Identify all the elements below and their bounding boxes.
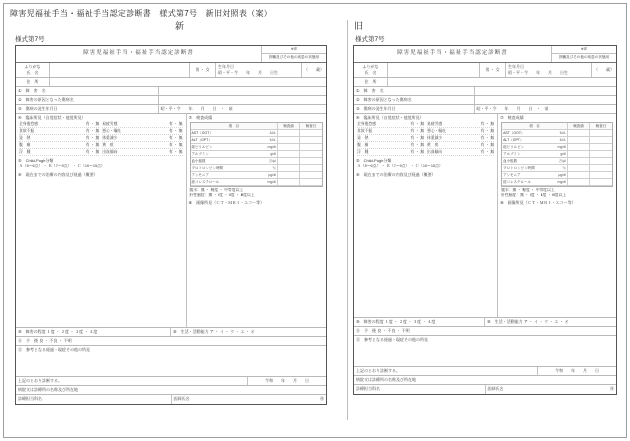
doctor-name-label: 医師氏名 [487,386,504,391]
treatment-heading: ⑥ 現在までの治療の内容及び経過（概要） [356,171,436,177]
symptom-list [16,121,186,157]
encephalopathy-line: 肝性脳症：無 ・ Ⅰ度 ・ Ⅱ度 ・ Ⅲ度以上 [189,193,255,198]
lab-unit: IU/L [559,137,566,142]
lab-unit: IU/L [269,137,276,142]
prognosis-cell [354,327,616,335]
activity-cell [485,318,616,326]
form-title-note-mark: ※印 [580,47,588,51]
treatment-blank-area [354,178,497,317]
diagnosis-date: 令和 年 月 日 [555,368,599,373]
address-row [354,78,616,87]
lab-unit: IU/L [559,130,566,135]
symptom-item [427,121,494,128]
section-2-value [475,96,616,104]
identity-row [354,63,616,78]
symptom-item [102,121,182,128]
comparison-sheet [3,3,627,438]
diagnosis-form [353,45,617,395]
old-page [352,45,620,395]
lab-name-cell [502,144,568,151]
lab-date-cell [300,158,322,165]
child-pugh-value: Ａ（5～6点） ・ Ｂ（7～9点） ・ Ｃ（10～15点） [357,164,443,169]
symptom-name: 体重減少 [427,135,443,140]
symptom-options: 有 ・ 無 [168,128,183,133]
lab-name-cell [502,151,568,158]
section-1-value [159,87,326,95]
section-1-row [354,87,616,96]
activity-heading: ⑩ 生活・活動能力 [487,319,523,324]
lab-unit: mg/dl [267,144,276,149]
section-2-value [159,96,326,104]
symptom-name: 易疲労感 [427,121,443,126]
severity-activity-row [354,318,616,327]
severity-activity-row [16,328,326,337]
remarks-blank-area [356,343,614,365]
symptom-name: 出血傾向 [102,150,118,155]
doctor-name-label: 医師氏名 [173,396,190,401]
lab-date-cell [590,158,612,165]
prognosis-options: 良 ・ 不良 ・ 不明 [377,328,410,333]
symptom-name: 食欲不振 [19,128,35,133]
symptom-name: 腹 痛 [357,142,369,147]
section-3-value: 昭・平・令 年 月 日 ・ 頃 [476,105,549,111]
lab-unit: ％ [272,165,276,170]
symptom-options: 有 ・ 無 [410,121,425,126]
lab-unit: mg/dl [267,179,276,184]
form-body [354,114,616,318]
prognosis-heading: ⑪ 予 後 [18,338,38,343]
hospital-row [354,376,616,385]
severity-options: １度 ・ ２度 ・ ３度 ・ ４度 [384,319,436,324]
statement-row [354,367,616,376]
lab-value-cell [568,179,590,186]
symptom-name: 全身倦怠感 [19,121,38,126]
lab-date-cell [590,179,612,186]
seal-mark: ㊞ [320,396,324,401]
clinical-heading: ④ 臨床所見（自覚症状・他覚所見） [18,114,86,120]
lab-unit: mg/dl [557,144,566,149]
lab-value-cell [278,172,300,179]
symptom-item [357,142,424,149]
form-title: 障害児福祉手当・福祉手当認定診断書 [354,46,552,62]
form-title: 障害児福祉手当・福祉手当認定診断書 [16,46,262,62]
lab-name: アルブミン [503,151,521,156]
symptom-name: 発 熱 [19,135,31,140]
severity-heading: ⑨ 障害の程度 [18,329,46,334]
birth-cell [506,63,592,77]
child-pugh-value: Ａ（5～6点） ・ Ｂ（7～9点） ・ Ｃ（10～15点） [19,164,105,169]
symptom-options: 有 ・ 無 [410,142,425,147]
lab-date-cell [590,165,612,172]
remarks-blank-area [18,353,324,375]
encephalopathy-line: 肝性脳症：無 ・ Ⅰ度 ・ Ⅱ度 ・ Ⅲ度以上 [501,193,567,198]
lab-unit: g/dl [270,151,276,156]
hospital-row [16,386,326,395]
section-3-label: ③ 傷病の発生年月日 [354,105,475,113]
form-title-note-cell [552,46,616,62]
lab-value-cell [278,137,300,144]
remarks-cell [16,346,326,376]
symptom-list [354,121,497,157]
symptom-item [19,135,99,142]
lab-date-cell [590,172,612,179]
symptom-name: 黄 疸 [102,142,114,147]
child-pugh-heading: ⑤ Child-Pugh分類 [356,158,392,164]
symptom-options: 有 ・ 無 [410,128,425,133]
lab-value-cell [278,179,300,186]
symptom-item [19,121,99,128]
symptom-item [102,135,182,142]
imaging-heading: ⑧ 画像所見（ＣＴ・ＭＲＩ・エコー等） [500,200,576,206]
symptom-options: 有 ・ 無 [480,135,495,140]
lab-date-cell [590,151,612,158]
lab-name-cell [191,151,279,158]
form-title-row [354,46,616,63]
lab-name-cell [502,158,568,165]
lab-name-cell [502,165,568,172]
labs-col-item: 項 目 [191,123,279,130]
sex-cell: 男 ・ 女 [480,63,506,77]
address-row [16,78,326,87]
address-value-cell [388,78,616,86]
lab-unit: ％ [562,165,566,170]
symptom-item [427,149,494,156]
doctor-row [16,395,326,404]
lab-name-cell [502,130,568,137]
lab-value-cell [568,151,590,158]
section-2-row [354,96,616,105]
imaging-blank-area [498,206,616,317]
activity-cell [171,328,326,336]
symptom-options: 有 ・ 無 [410,135,425,140]
age-cell: （ 歳） [304,66,324,72]
lab-value-cell [278,151,300,158]
identity-row [16,63,326,78]
diagnosis-date: 令和 年 月 日 [265,378,309,383]
birth-label: 生年月日 [218,63,234,69]
section-3-row [354,105,616,114]
furigana-label: ふりがな [24,63,41,69]
remarks-heading: ⑫ 参考となる経過・現症その他の所見 [18,347,90,352]
name-value-cell [50,63,190,77]
ascites-line: 腹水：無 ・ 軽度 ・ 中等度以上 [501,187,555,192]
doctor-signature-cell [486,385,617,394]
lab-name: 総コレステロール [191,179,220,184]
comparison-halves [10,20,620,434]
symptom-item [427,128,494,135]
lab-name: 総ビリルビン [503,144,525,149]
symptom-item [427,142,494,149]
symptom-item [357,135,424,142]
doctor-signature-cell [172,395,327,404]
severity-cell [16,328,171,336]
section-1-label: ① 障 害 名 [354,87,475,95]
lab-name: ALT（GPT） [191,137,212,142]
section-1-label: ① 障 害 名 [16,87,159,95]
lab-date-cell [300,130,322,137]
symptom-item [19,128,99,135]
lab-unit: mg/dl [557,179,566,184]
lab-name-cell [191,130,279,137]
lab-date-cell [590,130,612,137]
new-column [10,20,347,405]
prognosis-cell [16,337,326,345]
section-2-row [16,96,326,105]
name-label-cell [16,63,50,77]
symptom-options: 有 ・ 無 [85,150,100,155]
prognosis-row [354,327,616,336]
symptom-options: 有 ・ 無 [168,121,183,126]
name-label-cell [354,63,388,77]
lab-value-cell [568,144,590,151]
remarks-heading: ⑫ 参考となる経過・現症その他の所見 [356,337,428,342]
old-page-form-number: 様式第7号 [355,36,385,43]
department-name: 診療担当科名 [16,395,172,404]
symptom-item [357,121,424,128]
labs-col-value: 検査値 [568,123,590,130]
ascites-line: 腹水：無 ・ 軽度 ・ 中等度以上 [189,187,244,192]
symptom-name: 黄 疸 [427,142,439,147]
document-title: 障害児福祉手当・福祉手当認定診断書 様式第7号 新旧対照表（案） [10,9,273,18]
name-label: 氏 名 [364,69,377,75]
section-3-row [16,105,326,114]
new-page [12,45,347,405]
birth-cell [216,63,302,77]
symptom-options: 有 ・ 無 [480,121,495,126]
name-value-cell [388,63,480,77]
symptom-item [102,149,182,156]
lab-name-cell [502,179,568,186]
diagnosis-statement: 上記のとおり診断する。 [16,377,248,385]
lab-name-cell [191,165,279,172]
symptom-name: 悪心・嘔吐 [427,128,447,133]
lab-name-cell [502,137,568,144]
form-title-row [16,46,326,63]
prognosis-options: 良 ・ 不良 ・ 不明 [39,338,72,343]
lab-value-cell [568,137,590,144]
lab-date-cell [300,179,322,186]
symptom-name: 出血傾向 [427,150,443,155]
form-title-note-cell [262,46,326,62]
birth-value: 昭・平・令 年 月 日生 [508,69,568,75]
lab-date-cell [300,151,322,158]
activity-options: ア ・ イ ・ ウ ・ エ ・ オ [523,319,569,324]
symptom-item [357,149,424,156]
lab-name: 血小板数 [503,158,518,163]
severity-cell [354,318,485,326]
symptom-name: 腹 痛 [19,142,31,147]
lab-unit: 万/μl [558,158,566,163]
severity-heading: ⑨ 障害の程度 [356,319,384,324]
form-title-note-text: 肝臓及びその他の疾患の状態用 [262,53,326,61]
name-label: 氏 名 [26,69,39,75]
labs-col-date: 検査日 [300,123,322,130]
form-body [16,114,326,328]
lab-name: プロトロンビン時間 [503,165,535,170]
lab-name: アンモニア [191,172,209,177]
symptom-options: 有 ・ 無 [168,135,183,140]
labs-column [498,114,616,317]
form-title-note-mark: ※印 [290,47,298,51]
prognosis-row [16,337,326,346]
labs-table [190,122,324,187]
lab-name-cell [191,144,279,151]
symptom-name: 発 熱 [357,135,369,140]
activity-options: ア ・ イ ・ ウ ・ エ ・ オ [209,329,255,334]
symptom-item [102,142,182,149]
lab-date-cell [300,172,322,179]
symptom-name: 浮 腫 [357,150,369,155]
symptom-name: 全身倦怠感 [357,121,376,126]
symptom-item [19,142,99,149]
lab-name: アンモニア [503,172,521,177]
symptom-options: 有 ・ 無 [168,150,183,155]
lab-name-cell [191,137,279,144]
address-label: 住 所 [354,78,388,86]
statement-row [16,377,326,386]
symptom-options: 有 ・ 無 [85,142,100,147]
labs-col-item: 項 目 [502,123,568,130]
symptom-name: 浮 腫 [19,150,31,155]
child-pugh-heading: ⑤ Child-Pugh分類 [18,158,54,164]
remarks-row [16,346,326,377]
lab-date-cell [300,165,322,172]
lab-unit: g/dl [560,151,566,156]
new-page-form-number: 様式第7号 [15,36,45,43]
labs-heading: ⑦ 検査成績 [188,114,213,120]
old-column [347,20,620,420]
severity-options: １度 ・ ２度 ・ ３度 ・ ４度 [46,329,98,334]
lab-value-cell [278,144,300,151]
form-title-note-text: 肝臓及びその他の疾患の状態用 [552,53,616,61]
lab-name: ALT（GPT） [503,137,524,142]
symptom-name: 易疲労感 [102,121,118,126]
symptom-options: 有 ・ 無 [85,128,100,133]
birth-label: 生年月日 [508,63,524,69]
section-2-label: ② 障害の原因となった傷病名 [354,96,475,104]
symptom-options: 有 ・ 無 [85,135,100,140]
section-1-value [475,87,616,95]
section-1-row [16,87,326,96]
sex-cell: 男 ・ 女 [190,63,216,77]
lab-name-cell [191,158,279,165]
symptom-item [357,128,424,135]
prognosis-heading: ⑪ 予 後 [356,328,376,333]
labs-heading: ⑦ 検査成績 [500,114,524,120]
lab-name: AST（GOT） [191,130,213,135]
symptom-item [102,128,182,135]
labs-column [187,114,327,327]
birth-value: 昭・平・令 年 月 日生 [218,69,278,75]
section-3-label: ③ 傷病の発生年月日 [16,105,159,113]
symptom-name: 体重減少 [102,135,118,140]
department-name: 診療担当科名 [354,385,486,394]
lab-unit: 万/μl [268,158,276,163]
lab-name: プロトロンビン時間 [191,165,223,170]
remarks-cell [354,336,616,366]
lab-unit: μg/dl [558,172,566,177]
old-column-label: 旧 [354,21,364,31]
clinical-column [16,114,187,327]
lab-value-cell [568,165,590,172]
symptom-options: 有 ・ 無 [85,121,100,126]
hospital-name-address: 病院又は診療所の名称及び所在地 [18,387,78,392]
symptom-name: 悪心・嘔吐 [102,128,122,133]
diagnosis-form [15,45,327,405]
lab-name-cell [191,179,279,186]
clinical-column [354,114,498,317]
lab-date-cell [590,144,612,151]
lab-value-cell [568,158,590,165]
doctor-row [354,385,616,394]
lab-name-cell [191,172,279,179]
seal-mark: ㊞ [610,386,614,391]
lab-date-cell [590,137,612,144]
lab-name: AST（GOT） [503,130,525,135]
activity-heading: ⑩ 生活・活動能力 [173,329,209,334]
section-3-value: 昭・平・令 年 月 日 ・ 頃 [160,105,233,111]
lab-value-cell [568,172,590,179]
lab-name: 総コレステロール [503,179,531,184]
lab-value-cell [278,165,300,172]
imaging-heading: ⑧ 画像所見（ＣＴ・ＭＲＩ・エコー等） [188,200,265,206]
symptom-name: 食欲不振 [357,128,373,133]
labs-col-value: 検査値 [278,123,300,130]
lab-value-cell [278,130,300,137]
lab-unit: μg/dl [268,172,276,177]
diagnosis-statement: 上記のとおり診断する。 [354,367,538,375]
age-cell: （ 歳） [594,66,614,72]
lab-name-cell [502,172,568,179]
address-value-cell [50,78,326,86]
clinical-heading: ④ 臨床所見（自覚症状・他覚所見） [356,114,424,120]
symptom-options: 有 ・ 無 [480,150,495,155]
lab-date-cell [300,144,322,151]
symptom-item [19,149,99,156]
treatment-heading: ⑥ 現在までの治療の内容及び経過（概要） [18,171,98,177]
symptom-options: 有 ・ 無 [410,150,425,155]
section-2-label: ② 障害の原因となった傷病名 [16,96,159,104]
symptom-options: 有 ・ 無 [480,128,495,133]
symptom-options: 有 ・ 無 [480,142,495,147]
labs-table [501,122,613,187]
imaging-blank-area [187,206,327,327]
lab-name: アルブミン [191,151,209,156]
address-label: 住 所 [16,78,50,86]
lab-name: 血小板数 [191,158,206,163]
lab-date-cell [300,137,322,144]
symptom-item [427,135,494,142]
treatment-blank-area [16,178,186,327]
labs-col-date: 検査日 [590,123,612,130]
hospital-name-address: 病院又は診療所の名称及び所在地 [356,377,416,382]
new-column-label: 新 [174,21,184,31]
lab-value-cell [568,130,590,137]
lab-name: 総ビリルビン [191,144,213,149]
remarks-row [354,336,616,367]
symptom-options: 有 ・ 無 [168,142,183,147]
lab-unit: IU/L [269,130,276,135]
lab-value-cell [278,158,300,165]
furigana-label: ふりがな [362,63,379,69]
